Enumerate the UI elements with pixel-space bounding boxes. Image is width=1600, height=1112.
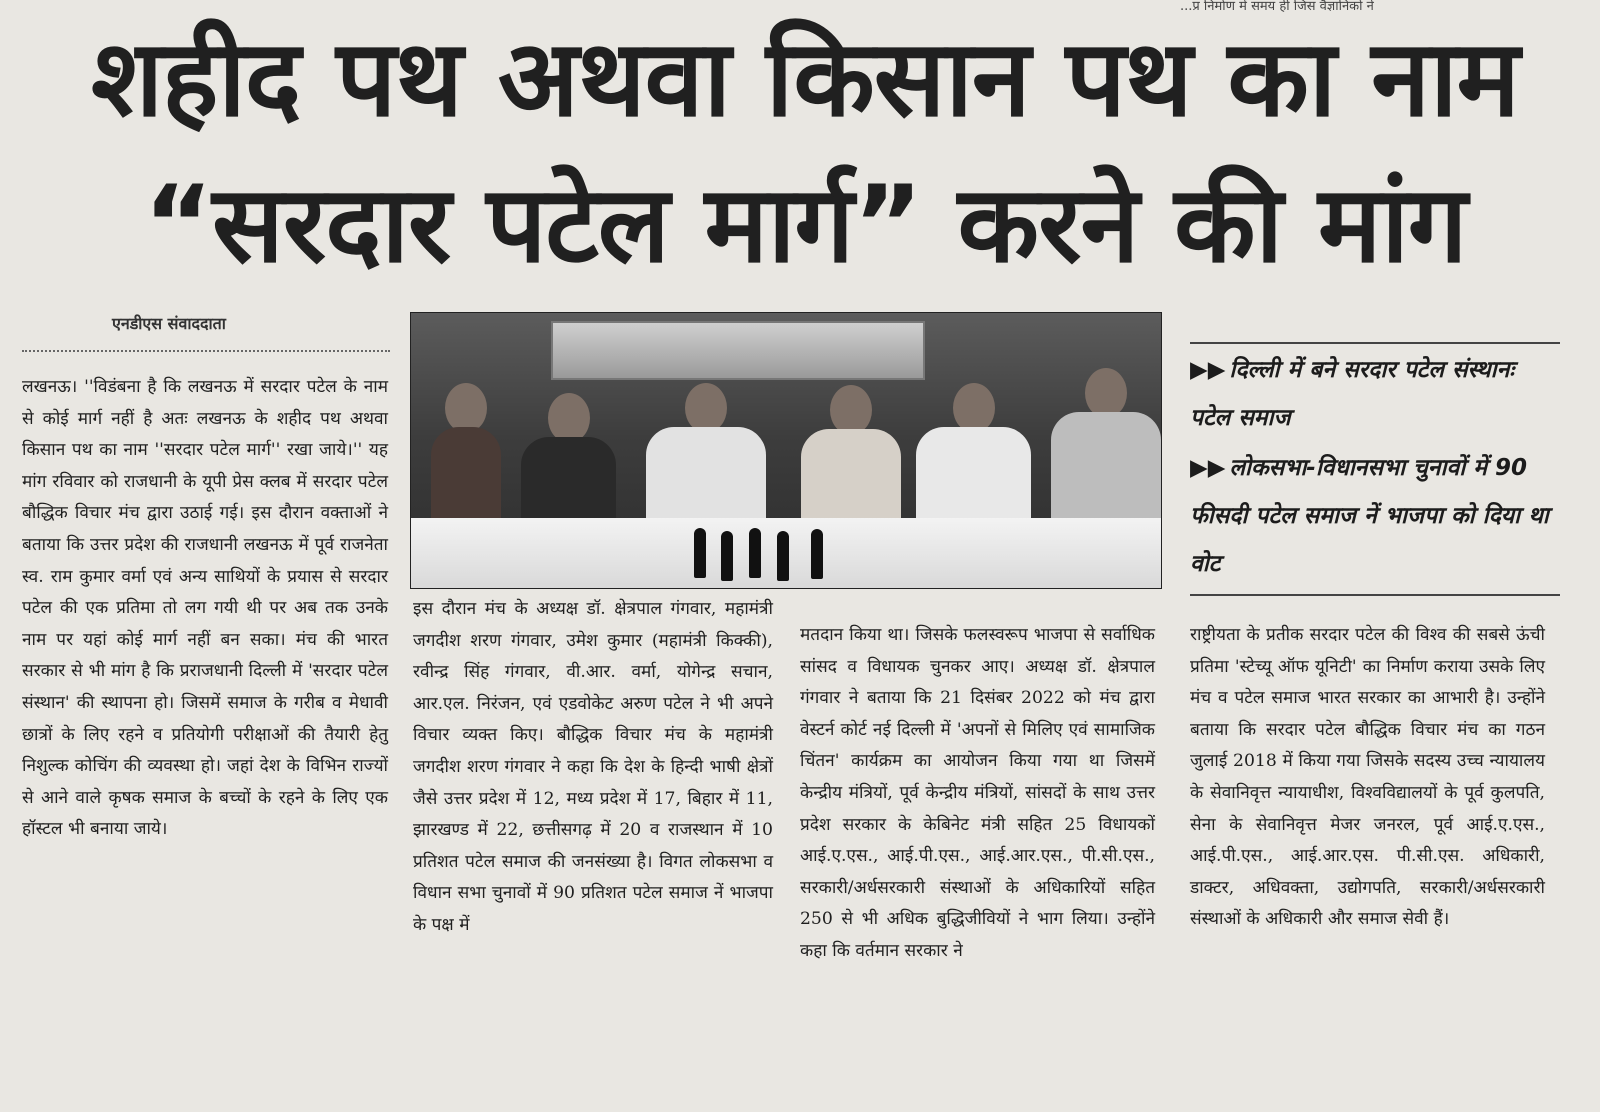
double-arrow-icon: ▶▶ bbox=[1190, 357, 1226, 383]
photo-person-6 bbox=[1051, 368, 1161, 533]
photo-person-4 bbox=[801, 385, 901, 535]
top-strip-text: ...प्र निर्माण में समय ही जिस वैज्ञानिकों ने bbox=[1180, 0, 1374, 12]
article-column-1: लखनऊ। ''विडंबना है कि लखनऊ में सरदार पटेल के नाम से कोई मार्ग नहीं है अतः लखनऊ के शहीद पथ अथवा किसान पथ का नाम ''सरदार पटेल मार्ग'' रखा जाये।'' यह मांग रविवार को राजधानी के यूपी प्रेस क्लब में सरदार पटेल बौद्धिक विचार मंच द्वारा उठाई गई। इस दौरान वक्ताओं ने बताया कि उत्तर प्रदेश की राजधानी लखनऊ में पूर्व राजनेता स्व. राम कुमार वर्मा एवं अन्य साथियों के प्रयास से सरदार पटेल की एक प्रतिमा तो लग गयी थी पर अब तक उनके नाम पर यहां कोई मार्ग नहीं बन सका। मंच की भारत सरकार से भी मांग है कि प्रराजधानी दिल्ली में 'सरदार पटेल संस्थान' की स्थापना हो। जिसमें समाज के गरीब व मेधावी छात्रों के लिए रहने व प्रतियोगी परीक्षाओं की तैयारी हेतु निशुल्क कोचिंग की व्यवस्था हो। जहां देश के विभिन राज्यों से आने वाले कृषक समाज के बच्चों के रहने के लिए एक हॉस्टल भी बनाया जाये। bbox=[22, 377, 388, 840]
photo-backdrop-banner bbox=[551, 321, 925, 380]
microphone-icon bbox=[777, 531, 789, 581]
microphone-icon bbox=[721, 531, 733, 581]
headline-line-2: “सरदार पटेल मार्ग” करने की मांग bbox=[143, 163, 1467, 286]
microphone-icon bbox=[694, 528, 706, 578]
highlight-text-1: दिल्ली में बने सरदार पटेल संस्थानः पटेल समाज bbox=[1190, 357, 1515, 431]
highlight-text-2: लोकसभा-विधानसभा चुनावों में 90 फीसदी पटेल समाज नें भाजपा को दिया था वोट bbox=[1190, 455, 1549, 577]
microphone-icon bbox=[811, 529, 823, 579]
article-column-3: मतदान किया था। जिसके फलस्वरूप भाजपा से सर्वाधिक सांसद व विधायक चुनकर आए। अध्यक्ष डॉ. क्षेत्रपाल गंगवार ने बताया कि 21 दिसंबर 2022 को मंच द्वारा वेस्टर्न कोर्ट नई दिल्ली में 'अपनों से मिलिए एवं सामाजिक चिंतन' कार्यक्रम का आयोजन किया गया था जिसमें केन्द्रीय मंत्रियों, पूर्व केन्द्रीय मंत्रियों, सांसदों के साथ उत्तर प्रदेश सरकार के केबिनेट मंत्री सहित 25 विधायकों आई.ए.एस., आई.पी.एस., आई.आर.एस., पी.सी.एस., सरकारी/अर्धसरकारी संस्थाओं के अधिकारियों सहित 250 से भी अधिक बुद्धिजीवियों ने भाग लिया। उन्होंने कहा कि वर्तमान सरकार ने bbox=[800, 625, 1155, 961]
headline-line-1: शहीद पथ अथवा किसान पथ का नाम bbox=[91, 17, 1519, 140]
photo-person-2 bbox=[521, 393, 616, 538]
photo-person-1 bbox=[431, 383, 501, 533]
highlight-point-2 bbox=[1190, 442, 1560, 588]
article-column-2: इस दौरान मंच के अध्यक्ष डॉ. क्षेत्रपाल गंगवार, महामंत्री जगदीश शरण गंगवार, उमेश कुमार (महामंत्री किक्की), रवीन्द्र सिंह गंगवार, वी.आर. वर्मा, योगेन्द्र सचान, आर.एल. निरंजन, एवं एडवोकेट अरुण पटेल ने भी अपने विचार व्यक्त किए। बौद्धिक विचार मंच के महामंत्री जगदीश शरण गंगवार ने कहा कि देश के हिन्दी भाषी क्षेत्रों जैसे उत्तर प्रदेश में 12, मध्य प्रदेश में 17, बिहार में 11, झारखण्ड में 22, छत्तीसगढ़ में 20 व राजस्थान में 10 प्रतिशत पटेल समाज की जनसंख्या है। विगत लोकसभा व विधान सभा चुनावों में 90 प्रतिशत पटेल समाज नें भाजपा के पक्ष में bbox=[413, 599, 773, 935]
microphone-icon bbox=[749, 528, 761, 578]
photo-person-5 bbox=[916, 383, 1031, 533]
highlight-point-1 bbox=[1190, 344, 1560, 442]
byline: एनडीएस संवाददाता bbox=[112, 314, 226, 333]
highlights-box bbox=[1190, 342, 1560, 596]
double-arrow-icon: ▶▶ bbox=[1190, 455, 1226, 481]
photo-person-3 bbox=[646, 383, 766, 533]
press-conference-photo bbox=[410, 312, 1162, 589]
article-column-4: राष्ट्रीयता के प्रतीक सरदार पटेल की विश्व की सबसे ऊंची प्रतिमा 'स्टेच्यू ऑफ यूनिटी' का निर्माण कराया उसके लिए मंच व पटेल समाज भारत सरकार का आभारी है। उन्होंने बताया कि सरदार पटेल बौद्धिक विचार मंच का गठन जुलाई 2018 में किया गया जिसके सदस्य उच्च न्यायालय के सेवानिवृत्त न्यायाधीश, विश्वविद्यालयों के पूर्व कुलपति, सेना के सेवानिवृत्त मेजर जनरल, पूर्व आई.ए.एस., आई.पी.एस., आई.आर.एस. पी.सी.एस. अधिकारी, डाक्टर, अधिवक्ता, उद्योगपति, सरकारी/अर्धसरकारी संस्थाओं के अधिकारी और समाज सेवी हैं। bbox=[1190, 625, 1545, 930]
byline-divider bbox=[22, 350, 390, 352]
